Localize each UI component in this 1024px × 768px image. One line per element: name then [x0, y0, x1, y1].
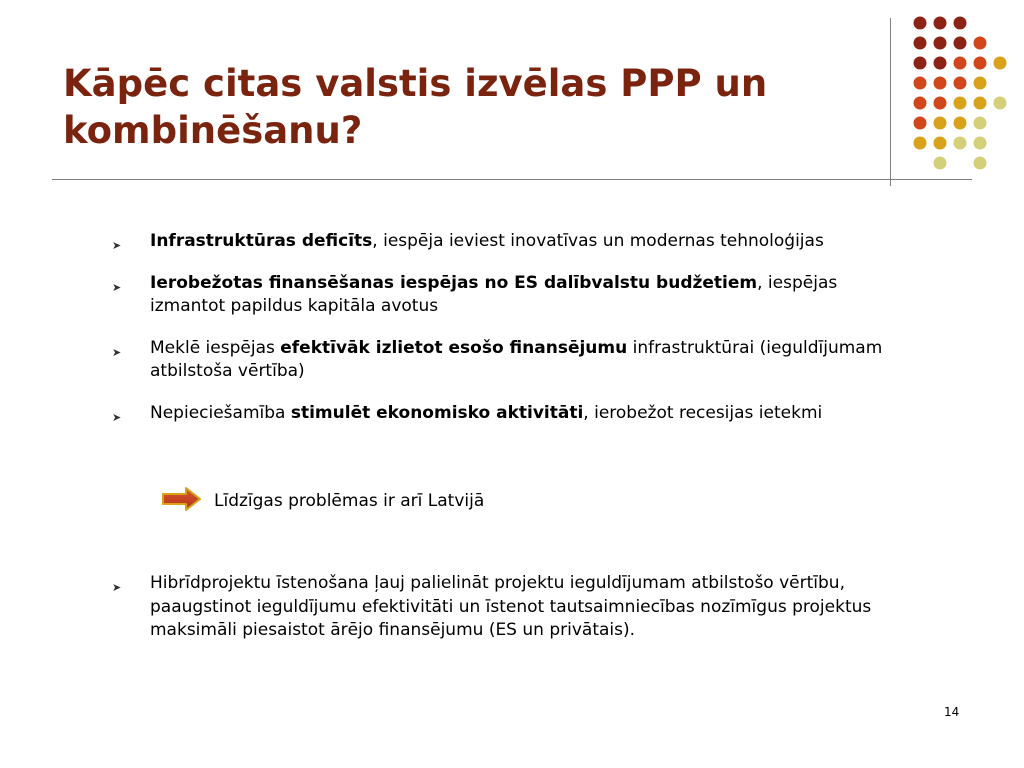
right-arrow-icon: [162, 486, 202, 512]
decorative-dot: [934, 137, 947, 150]
decorative-dot: [954, 137, 967, 150]
decorative-dot: [974, 57, 987, 70]
bullet-text: , iespēja ieviest inovatīvas un modernas tehnoloģijas: [372, 231, 824, 251]
decorative-dot: [994, 97, 1007, 110]
decorative-dot: [974, 37, 987, 50]
decorative-dot: [974, 117, 987, 130]
arrow-bullet-icon: ➤: [112, 346, 122, 359]
decorative-dot: [974, 137, 987, 150]
decorative-dot: [994, 57, 1007, 70]
decorative-dot: [974, 97, 987, 110]
vertical-divider: [890, 18, 891, 186]
decorative-dot: [934, 97, 947, 110]
bullet-list-2: [112, 572, 892, 643]
bullet-item: [112, 272, 892, 318]
bullet-text-prefix: Meklē iespējas: [150, 338, 281, 358]
bullet-bold-text: Infrastruktūras deficīts: [150, 231, 373, 251]
decorative-dot: [974, 77, 987, 90]
arrow-bullet-icon: ➤: [112, 581, 122, 594]
bullet-bold-text: stimulēt ekonomisko aktivitāti: [290, 403, 584, 423]
bullet-list: [112, 230, 892, 425]
title-line-1: Kāpēc citas valstis izvēlas PPP un: [63, 62, 768, 105]
bullet-bold-text: Ierobežotas finansēšanas iespējas no ES dalībvalstu budžetiem: [150, 273, 758, 293]
decorative-dot: [954, 57, 967, 70]
decorative-dot: [934, 37, 947, 50]
decorative-dot: [934, 57, 947, 70]
arrow-bullet-icon: ➤: [112, 281, 122, 294]
decorative-dot: [934, 157, 947, 170]
decorative-dot-grid: [900, 12, 1010, 172]
bullet-text-prefix: Nepieciešamība: [150, 403, 291, 423]
decorative-dot: [914, 137, 927, 150]
bullet-text: infrastruktūrai (ieguldījumam atbilstoša vērtība): [150, 338, 883, 381]
decorative-dot: [934, 117, 947, 130]
bullet-item: [112, 572, 892, 643]
page-number: 14: [944, 705, 960, 719]
decorative-dot: [954, 117, 967, 130]
arrow-bullet-icon: ➤: [112, 411, 122, 424]
bullet-bold-text: efektīvāk izlietot esošo finansējumu: [280, 338, 628, 358]
decorative-dot: [934, 17, 947, 30]
decorative-dot: [954, 97, 967, 110]
decorative-dot: [914, 57, 927, 70]
decorative-dot: [914, 97, 927, 110]
bullet-text: , iespējas izmantot papildus kapitāla avotus: [150, 273, 838, 316]
slide-title: [63, 60, 863, 154]
decorative-dot: [954, 37, 967, 50]
sub-note-text: Līdzīgas problēmas ir arī Latvijā: [214, 491, 485, 511]
decorative-dot: [914, 17, 927, 30]
decorative-dot: [914, 77, 927, 90]
decorative-dot: [974, 157, 987, 170]
decorative-dot: [954, 17, 967, 30]
decorative-dot: [914, 37, 927, 50]
title-line-2: kombinēšanu?: [63, 109, 363, 152]
bullet-text: , ierobežot recesijas ietekmi: [583, 403, 823, 423]
bullet-text: Hibrīdprojektu īstenošana ļauj palielināt projektu ieguldījumam atbilstošo vērtību, paaugstinot ieguldījumu efektivitāti un īstenot tautsaimniecības nozīmīgus projektus maksimāli piesaistot ārējo finansējumu (ES un privātais).: [150, 573, 872, 640]
bullet-item: [112, 402, 892, 425]
decorative-dot: [934, 77, 947, 90]
bullet-item: [112, 337, 892, 383]
horizontal-divider: [52, 179, 972, 180]
decorative-dot: [954, 77, 967, 90]
decorative-dot: [914, 117, 927, 130]
bullet-item: [112, 230, 892, 253]
arrow-bullet-icon: ➤: [112, 239, 122, 252]
